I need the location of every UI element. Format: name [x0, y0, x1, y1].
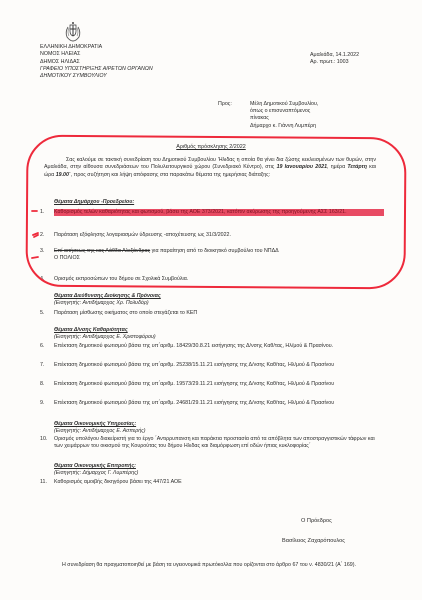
item-number: 7. — [40, 362, 45, 368]
item-number: 10. — [40, 436, 48, 442]
item-text: Επέκταση δημοτικού φωτισμού βάσει της υπ΄αριθμ. 18429/30.8.21 εισήγησης της Δ/νσης Καθ/τας, Ηλ/μού & Πρασίνου. — [54, 343, 334, 349]
item-number: 11. — [40, 479, 47, 485]
recipient-line: Δήμαρχο κ. Γιάννη Λυμπέρη — [250, 122, 317, 129]
section-title: Θέματα Διεύθυνσης Διοίκησης & Πρόνοιας — [54, 293, 161, 299]
section-cleaning — [54, 327, 156, 341]
recipient-line: Μέλη Δημοτικού Συμβουλίου, — [250, 101, 319, 107]
signature-name: Βασίλειος Ζαχαρόπουλος — [282, 538, 345, 544]
section-rapporteur: (Εισηγητής: Δήμαρχος Γ. Λυμπέρης) — [54, 470, 139, 477]
protocol-number: Αρ. πρωτ.: 1003 — [310, 59, 349, 66]
republic-name: ΕΛΛΗΝΙΚΗ ΔΗΜΟΚΡΑΤΙΑ — [40, 44, 103, 50]
office-name: ΓΡΑΦΕΙΟ ΥΠΟΣΤΗΡΙΞΗΣ ΑΙΡΕΤΩΝ ΟΡΓΑΝΩΝ — [40, 65, 153, 72]
agenda-item — [40, 248, 386, 264]
meeting-day: Τετάρτη — [347, 164, 367, 171]
item-number: 2. — [40, 232, 45, 238]
section-rapporteur: (Εισηγητής: Αντιδήμαρχος Ε. Ασπερής) — [54, 428, 146, 435]
recipients-label: Προς: — [218, 101, 232, 107]
council-name: ΔΗΜΟΤΙΚΟΥ ΣΥΜΒΟΥΛΙΟΥ — [40, 73, 107, 80]
item-number: 5. — [40, 310, 45, 316]
item-number: 9. — [40, 400, 45, 406]
section-finance — [54, 421, 146, 435]
section-rapporteur: (Εισηγητής: Αντιδήμαρχος Χρ. Πολυδόρ) — [54, 300, 149, 307]
footnote: Η συνεδρίαση θα πραγματοποιηθεί με βάση τα υγειονομικά πρωτόκολλα που ορίζονται στο άρθρο 67 του ν. 4830/21 (Α΄ 169). — [62, 562, 356, 568]
intro-paragraph: Σας καλούμε σε τακτική συνεδρίαση του Δημοτικού Συμβουλίου 'Ηλιδας η οποία θα γίνει δια ζώσης κεκλεισμένων των θυρών, στην Αμαλιάδα, στην αίθουσα συνεδριάσεων του Πολυλειτουργικού χώρου (Συνεδριακό Κέντρο), στις 19 Ιανουαρίου 2021, ημέρα Τετάρτη και ώρα 19.00΄, προς συζήτηση και λήψη απόφασης στα παρακάτω θέματα της ημερήσιας διάταξης: — [44, 157, 376, 178]
municipality-name: ΔΗΜΟΣ ΗΛΙΔΑΣ — [40, 58, 80, 65]
greek-emblem-icon — [64, 20, 82, 42]
item-number: 6. — [40, 343, 45, 349]
section-title: Θέματα Οικονομικής Υπηρεσίας: — [54, 421, 137, 427]
agenda-item — [40, 209, 386, 225]
section-administration — [54, 293, 161, 307]
recipient-line: όπως ο επισυναπτόμενος — [250, 108, 311, 115]
item-text: Παράταση εξόφλησης λογαριασμών ύδρευσης -αποχέτευσης ως 31/3/2022. — [54, 232, 231, 238]
meeting-date: 19 Ιανουαρίου 2021 — [276, 164, 328, 171]
item-text: Επί αιτήσεως της κας Λάθδα Αλεξάνδρας για παραίτηση από το διοικητικό συμβούλιο του ΝΠΔΔ Ο ΠΟΛΙΟΣ — [54, 248, 279, 262]
place-date: Αμαλιάδα, 14.1.2022 — [310, 52, 360, 58]
item-text: Επέκταση δημοτικού φωτισμού βάσει της υπ΄αριθμ. 19573/29.11.21 εισήγησης της Δ/νσης Καθ/τας, Ηλ/μού & Πρασίνου — [54, 381, 335, 387]
recipients — [250, 101, 400, 130]
issuer-header — [40, 44, 200, 80]
item-text: Ορισμός υπολόγου διακείριστή για το έργο ΄Αντιρρυπανση και παράκτια προστασία από τα απόβλητα των αποστραγγιστικών τάφρων και των χειμάρρων του οικισμού της Κουρούτας του δήμου Ηλιδας και διαμόρφωση επί οδών ήπιας κυκλοφορίας΄ — [54, 436, 375, 450]
item-text: Επέκταση δημοτικού φωτισμού βάσει της υπ΄αριθμ. 24681/29.11.21 εισήγησης της Δ/νσης Καθ/τας, Ηλ/μού & Πρασίνου — [54, 400, 335, 406]
section-title: Θέματα Οικονομικής Επιτροπής: — [54, 463, 136, 469]
item-number: 4. — [40, 276, 45, 282]
section-mayor — [54, 199, 134, 206]
invitation-number: Αριθμός πρόσκλησης 2/2022 — [176, 144, 246, 150]
signature-role: Ο Πρόεδρος — [301, 518, 332, 524]
recipient-line: πίνακας — [250, 115, 269, 122]
section-rapporteur: (Εισηγητής: Αντιδήμαρχος Ε. Χριστοφόρου) — [54, 334, 156, 341]
item-text: Παράταση μίσθωσης οικήματος στο οποίο στεγάζεται το ΚΕΠ — [54, 310, 198, 316]
item-text: Ορισμός εκπροσώπων του δήμου σε Σχολικά Συμβούλια. — [54, 276, 189, 282]
meeting-time: 19.00΄ — [55, 171, 71, 178]
item-text: Καθορισμός αμοιβής δικηγόρου βάσει της 447/21 ΑΟΕ — [54, 479, 182, 485]
prefecture-name: ΝΟΜΟΣ ΗΛΕΙΑΣ — [40, 51, 81, 58]
item-text: Επέκταση δημοτικού φωτισμού βάσει της υπ΄αριθμ. 25238/15.11.21 εισήγησης της Δ/νσης Καθ/τας, Ηλ/μού & Πρασίνου — [54, 362, 335, 368]
struck-text: Επί αιτήσεως της κας Λάθδα Αλεξάνδρας — [54, 248, 151, 254]
section-finance-committee — [54, 463, 138, 477]
item-number: 3. — [40, 248, 45, 254]
item-number: 8. — [40, 381, 45, 387]
section-title: Θέματα Δημάρχου -Προεδρείου: — [54, 199, 135, 205]
item-text-highlighted: Καθορισμός τελών καθαριότητας και φωτισμού, βάσει της ΑΟΕ 373/2021, κατόπιν ακύρωσης της προηγούμενης ΑΣΣ 163/21. — [54, 209, 384, 216]
item-number: 1. — [40, 209, 45, 215]
section-title: Θέματα Δ/νσης Καθαριότητας — [54, 327, 128, 333]
date-protocol — [310, 52, 410, 67]
